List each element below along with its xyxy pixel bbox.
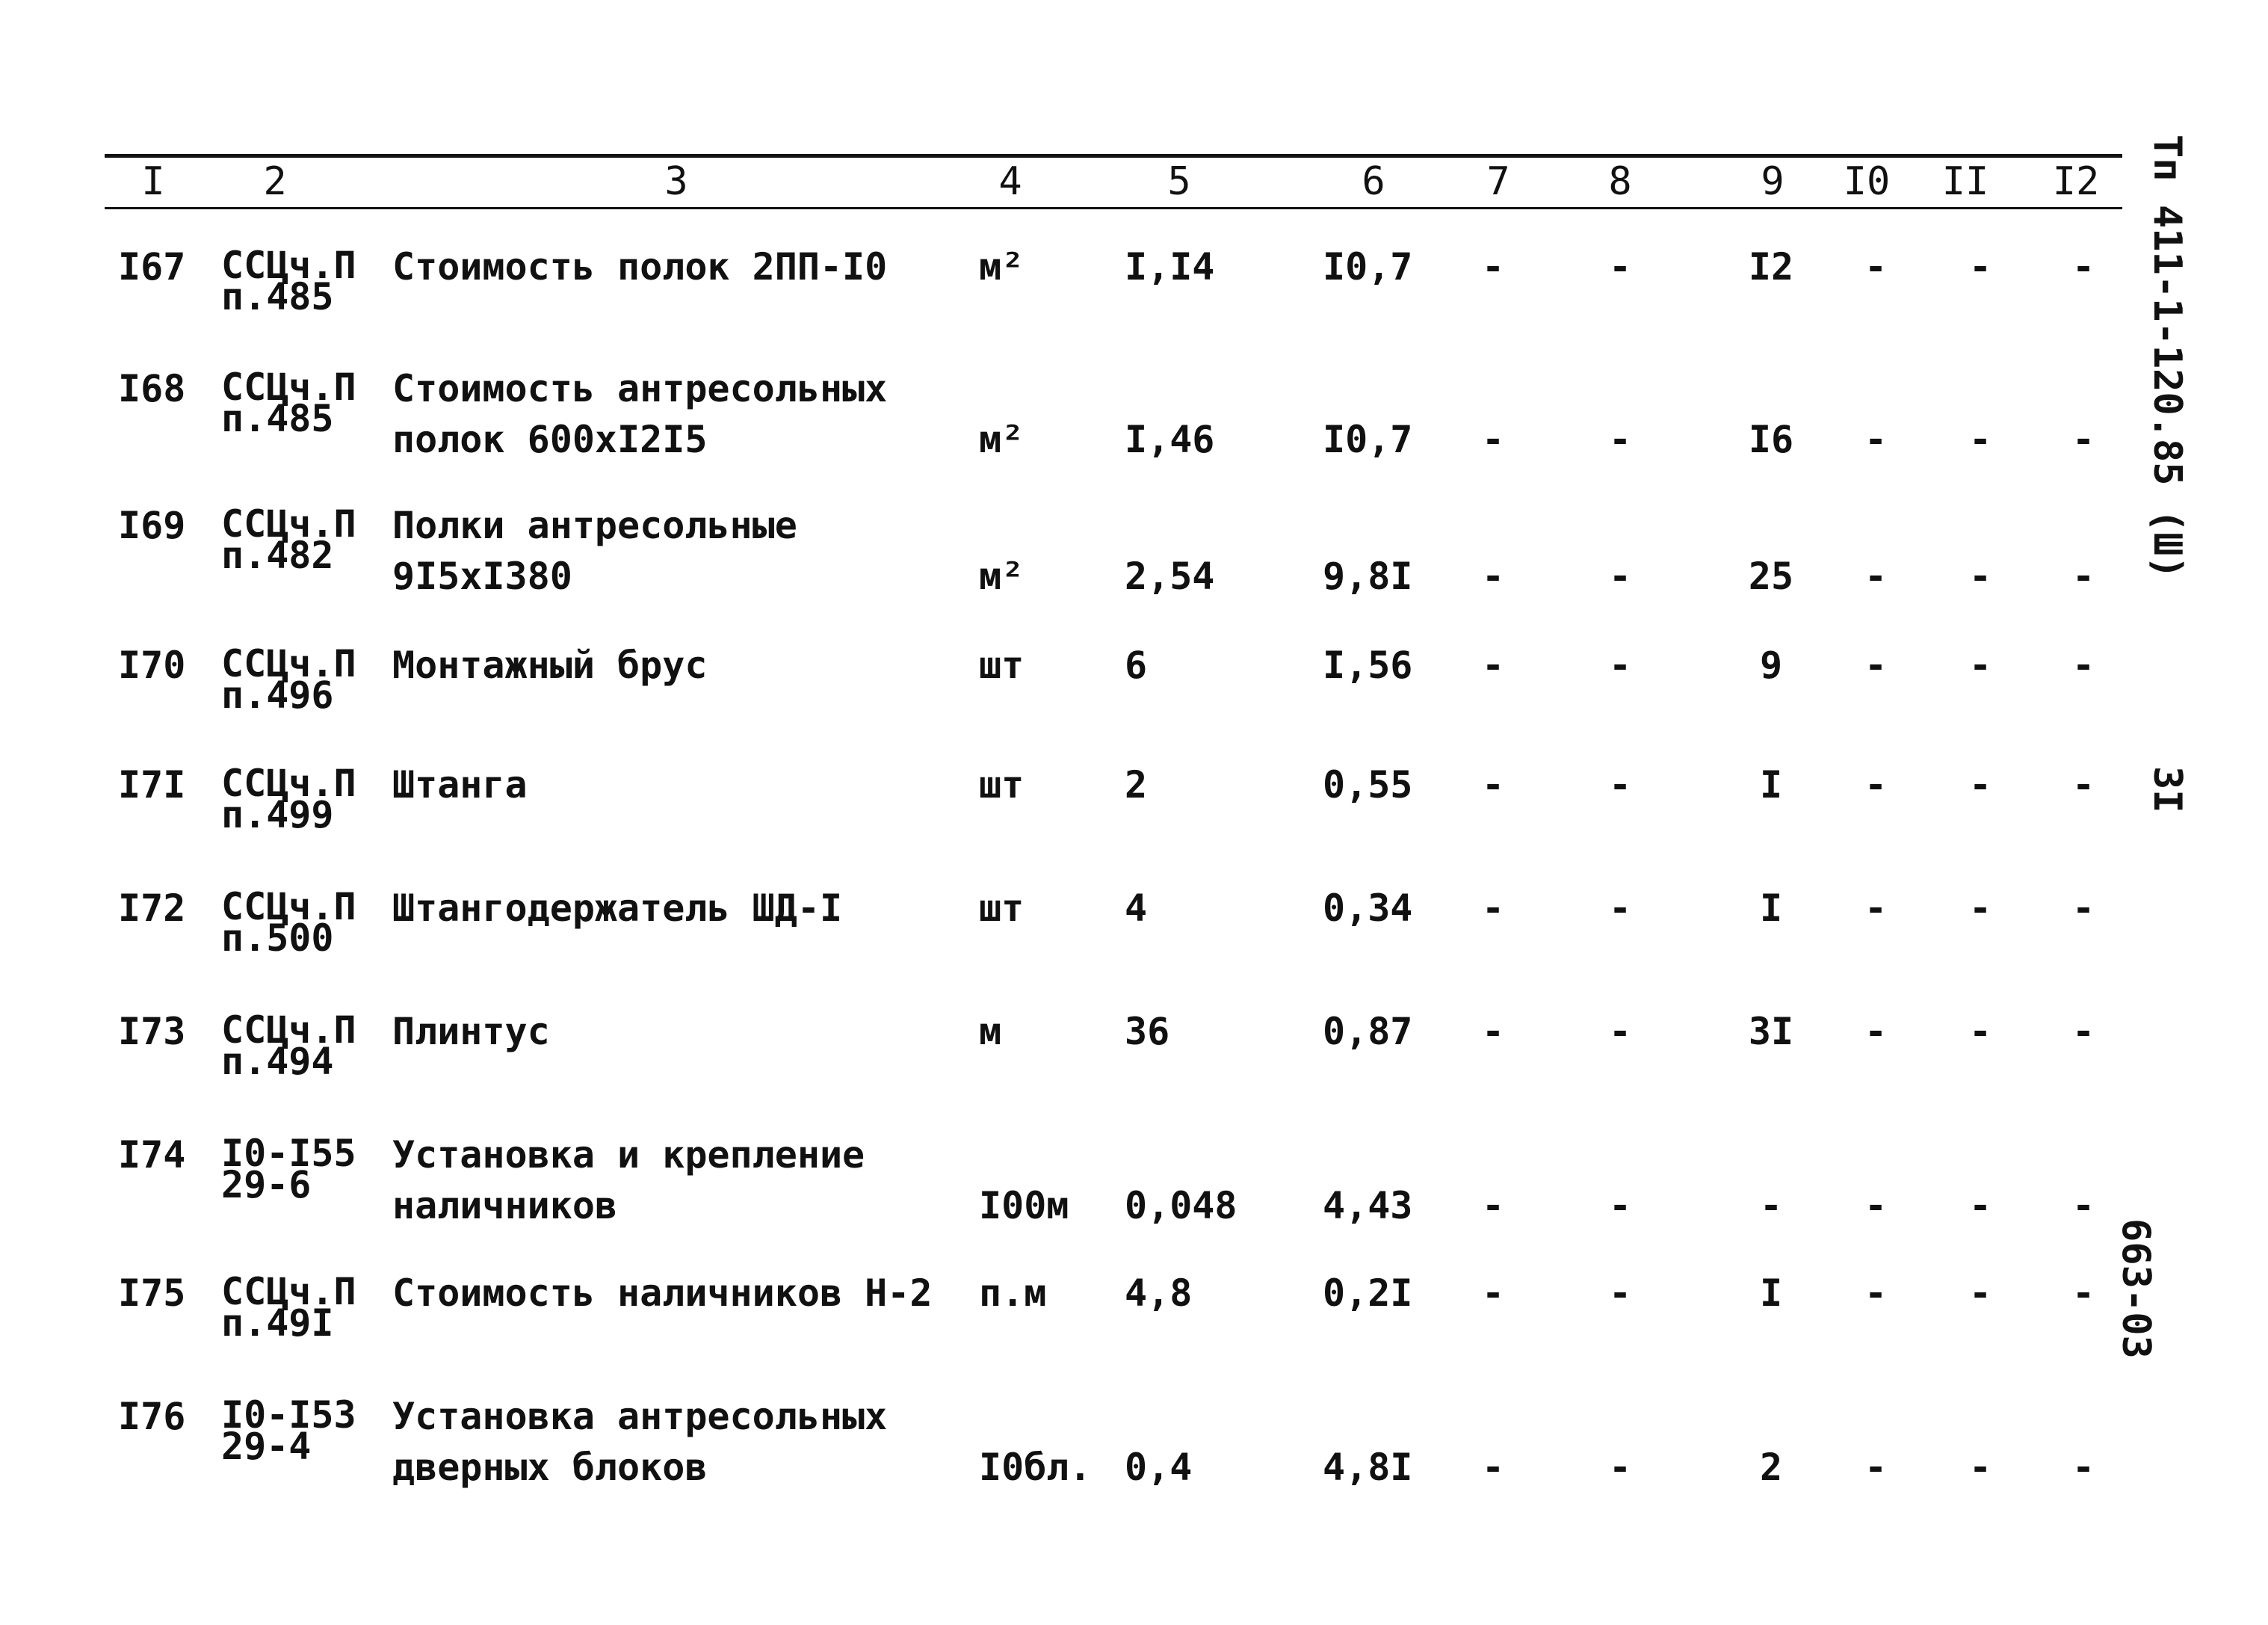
col-7-value: -	[1481, 1010, 1505, 1053]
quantity: 2	[1125, 763, 1148, 807]
unit-price: I0,7	[1323, 245, 1413, 289]
item-name: Плинтус	[392, 1010, 550, 1053]
col-9-value: I	[1759, 763, 1783, 807]
row-number: I74	[118, 1133, 186, 1177]
item-name: Полки антресольные	[392, 504, 797, 547]
rate-code: ССЦч.П	[221, 244, 356, 287]
quantity: 4,8	[1125, 1271, 1193, 1315]
col-12-value: -	[2071, 1184, 2095, 1227]
quantity: 36	[1125, 1010, 1170, 1053]
col-8-value: -	[1608, 1446, 1632, 1489]
col-7-value: -	[1481, 1446, 1505, 1489]
col-12-value: -	[2071, 763, 2095, 807]
quantity: 0,048	[1125, 1184, 1237, 1227]
col-9-value: I	[1759, 1271, 1783, 1315]
col-11-value: -	[1968, 1010, 1992, 1053]
column-header-3: 3	[664, 159, 688, 204]
col-9-value: I	[1759, 886, 1783, 930]
col-7-value: -	[1481, 418, 1505, 461]
unit-price: 4,8I	[1323, 1446, 1413, 1489]
col-11-value: -	[1968, 418, 1992, 461]
col-10-value: -	[1864, 1184, 1888, 1227]
col-12-value: -	[2071, 245, 2095, 289]
column-header-10: I0	[1843, 159, 1891, 204]
unit: шт	[979, 644, 1025, 687]
column-header-6: 6	[1362, 159, 1385, 204]
col-10-value: -	[1864, 1010, 1888, 1053]
item-name: Штанга	[392, 763, 528, 807]
col-11-value: -	[1968, 245, 1992, 289]
unit: м	[979, 1010, 1002, 1053]
col-9-value: I6	[1748, 418, 1794, 461]
col-11-value: -	[1968, 886, 1992, 930]
quantity: 2,54	[1125, 555, 1215, 598]
column-header-1: I	[141, 159, 165, 204]
quantity: I,46	[1125, 418, 1215, 461]
rate-code: ССЦч.П	[221, 642, 356, 685]
col-9-value: 25	[1748, 555, 1794, 598]
row-number: I75	[118, 1271, 186, 1315]
unit-price: 4,43	[1323, 1184, 1413, 1227]
row-number: I7I	[118, 763, 186, 807]
col-10-value: -	[1864, 644, 1888, 687]
unit: шт	[979, 886, 1025, 930]
rate-code: ССЦч.П	[221, 502, 356, 546]
col-10-value: -	[1864, 1271, 1888, 1315]
sheet-code: 663-03	[2113, 1218, 2158, 1359]
quantity: I,I4	[1125, 245, 1215, 289]
col-12-value: -	[2071, 418, 2095, 461]
rate-code: ССЦч.П	[221, 366, 356, 409]
column-header-8: 8	[1608, 159, 1632, 204]
rate-code: ССЦч.П	[221, 1270, 356, 1313]
column-header-12: I2	[2052, 159, 2100, 204]
item-name: Стоимость антресольных	[392, 367, 888, 410]
col-10-value: -	[1864, 886, 1888, 930]
page-number: 3I	[2145, 766, 2190, 813]
row-number: I76	[118, 1395, 186, 1438]
col-7-value: -	[1481, 763, 1505, 807]
row-number: I69	[118, 504, 186, 547]
quantity: 6	[1125, 644, 1148, 687]
column-header-11: II	[1941, 159, 1989, 204]
column-header-4: 4	[998, 159, 1022, 204]
quantity: 0,4	[1125, 1446, 1193, 1489]
col-10-value: -	[1864, 245, 1888, 289]
col-9-value: 3I	[1748, 1010, 1794, 1053]
column-header-7: 7	[1486, 159, 1510, 204]
unit-price: I,56	[1323, 644, 1413, 687]
col-7-value: -	[1481, 886, 1505, 930]
col-11-value: -	[1968, 763, 1992, 807]
col-8-value: -	[1608, 418, 1632, 461]
item-name-cont: полок 600xI2I5	[392, 418, 708, 461]
rate-code-item: п.499	[221, 793, 334, 836]
col-8-value: -	[1608, 763, 1632, 807]
rate-code: ССЦч.П	[221, 1008, 356, 1052]
row-number: I73	[118, 1010, 186, 1053]
col-12-value: -	[2071, 1446, 2095, 1489]
row-number: I72	[118, 886, 186, 930]
rate-code-item: п.482	[221, 534, 334, 577]
col-9-value: -	[1759, 1184, 1783, 1227]
col-8-value: -	[1608, 555, 1632, 598]
col-12-value: -	[2071, 1010, 2095, 1053]
item-name: Установка и крепление	[392, 1133, 865, 1177]
col-7-value: -	[1481, 555, 1505, 598]
rate-code-item: п.494	[221, 1040, 334, 1083]
unit-price: 0,55	[1323, 763, 1413, 807]
rate-code-item: п.485	[221, 275, 334, 318]
rate-code: I0-I55	[221, 1132, 356, 1175]
item-name: Монтажный брус	[392, 644, 708, 687]
col-10-value: -	[1864, 555, 1888, 598]
col-9-value: 2	[1759, 1446, 1783, 1489]
rate-code-item: п.49I	[221, 1301, 334, 1345]
unit: шт	[979, 763, 1025, 807]
rate-code: ССЦч.П	[221, 885, 356, 928]
col-8-value: -	[1608, 245, 1632, 289]
unit: м²	[979, 555, 1025, 598]
col-8-value: -	[1608, 1010, 1632, 1053]
unit: п.м	[979, 1271, 1047, 1315]
rate-code-item: п.485	[221, 397, 334, 440]
col-10-value: -	[1864, 418, 1888, 461]
col-11-value: -	[1968, 644, 1992, 687]
rate-code-item: п.496	[221, 673, 334, 717]
col-11-value: -	[1968, 1271, 1992, 1315]
unit-price: 0,87	[1323, 1010, 1413, 1053]
unit: I00м	[979, 1184, 1069, 1227]
item-name-cont: 9I5xI380	[392, 555, 572, 598]
col-11-value: -	[1968, 1446, 1992, 1489]
row-number: I68	[118, 367, 186, 410]
rate-code: I0-I53	[221, 1393, 356, 1437]
item-name: Установка антресольных	[392, 1395, 888, 1438]
col-8-value: -	[1608, 886, 1632, 930]
item-name-cont: наличников	[392, 1184, 618, 1227]
column-header-9: 9	[1761, 159, 1785, 204]
col-7-value: -	[1481, 644, 1505, 687]
rate-code-item: п.500	[221, 916, 334, 960]
column-header-2: 2	[263, 159, 287, 204]
col-9-value: 9	[1759, 644, 1783, 687]
item-name-cont: дверных блоков	[392, 1446, 708, 1489]
col-7-value: -	[1481, 1271, 1505, 1315]
rate-code-item: 29-4	[221, 1425, 312, 1468]
unit: м²	[979, 245, 1025, 289]
col-11-value: -	[1968, 1184, 1992, 1227]
unit-price: I0,7	[1323, 418, 1413, 461]
unit-price: 9,8I	[1323, 555, 1413, 598]
col-12-value: -	[2071, 1271, 2095, 1315]
row-number: I67	[118, 245, 186, 289]
item-name: Стоимость наличников Н-2	[392, 1271, 933, 1315]
col-10-value: -	[1864, 763, 1888, 807]
col-12-value: -	[2071, 886, 2095, 930]
row-number: I70	[118, 644, 186, 687]
table-top-rule	[105, 154, 2122, 158]
col-8-value: -	[1608, 1271, 1632, 1315]
column-header-5: 5	[1167, 159, 1191, 204]
unit-price: 0,34	[1323, 886, 1413, 930]
rate-code: ССЦч.П	[221, 762, 356, 805]
unit: I0бл.	[979, 1446, 1092, 1489]
col-8-value: -	[1608, 1184, 1632, 1227]
col-9-value: I2	[1748, 245, 1794, 289]
document-code: Тп 411-1-120.85 (Ш)	[2145, 135, 2190, 579]
col-8-value: -	[1608, 644, 1632, 687]
col-12-value: -	[2071, 644, 2095, 687]
unit: м²	[979, 418, 1025, 461]
item-name: Стоимость полок 2ПП-I0	[392, 245, 888, 289]
col-12-value: -	[2071, 555, 2095, 598]
item-name: Штангодержатель ШД-I	[392, 886, 843, 930]
col-11-value: -	[1968, 555, 1992, 598]
header-bottom-rule	[105, 207, 2122, 209]
col-7-value: -	[1481, 245, 1505, 289]
col-7-value: -	[1481, 1184, 1505, 1227]
quantity: 4	[1125, 886, 1148, 930]
rate-code-item: 29-6	[221, 1163, 312, 1206]
unit-price: 0,2I	[1323, 1271, 1413, 1315]
col-10-value: -	[1864, 1446, 1888, 1489]
